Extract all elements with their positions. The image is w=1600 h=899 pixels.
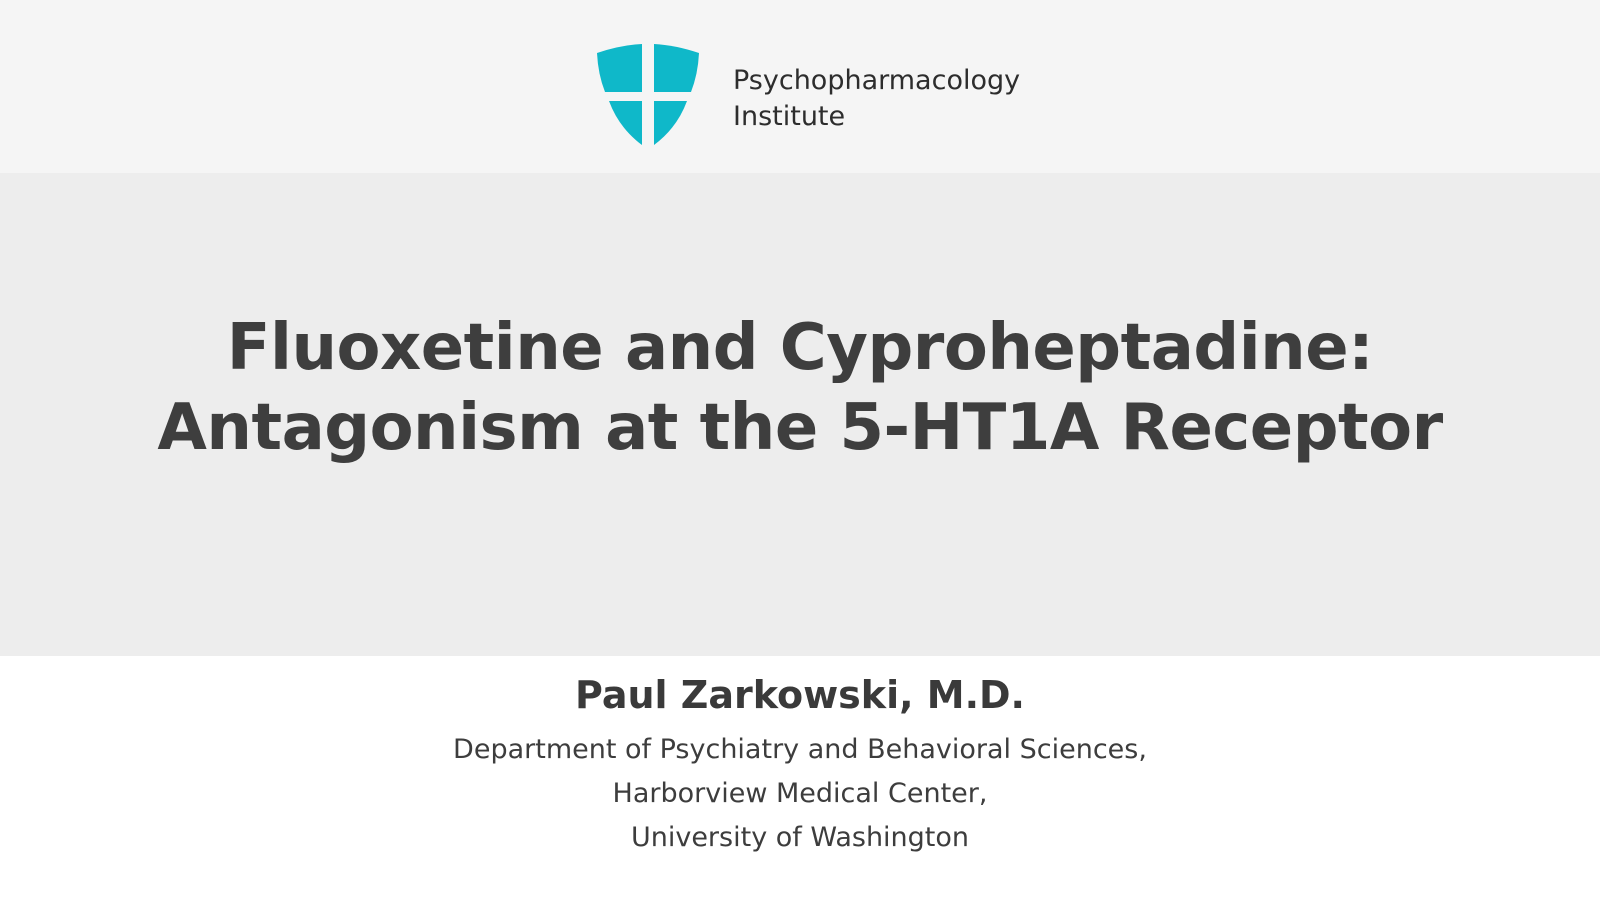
header-band [0,0,1600,173]
affiliation [0,728,1600,860]
brand-line-1: Psychopharmacology [733,65,1021,96]
brand-name [733,63,1020,135]
affiliation-center: Harborview Medical Center, [612,778,988,809]
slide-title-line-2: Antagonism at the 5-HT1A Receptor [157,391,1443,465]
affiliation-university: University of Washington [630,822,970,853]
brand-line-2: Institute [733,101,846,132]
shield-cross-icon [595,44,701,148]
slide-title [0,308,1600,468]
affiliation-department: Department of Psychiatry and Behavioral Sciences, [453,734,1147,765]
author-name: Paul Zarkowski, M.D. [575,673,1025,717]
slide-title-line-1: Fluoxetine and Cyproheptadine: [226,311,1374,385]
